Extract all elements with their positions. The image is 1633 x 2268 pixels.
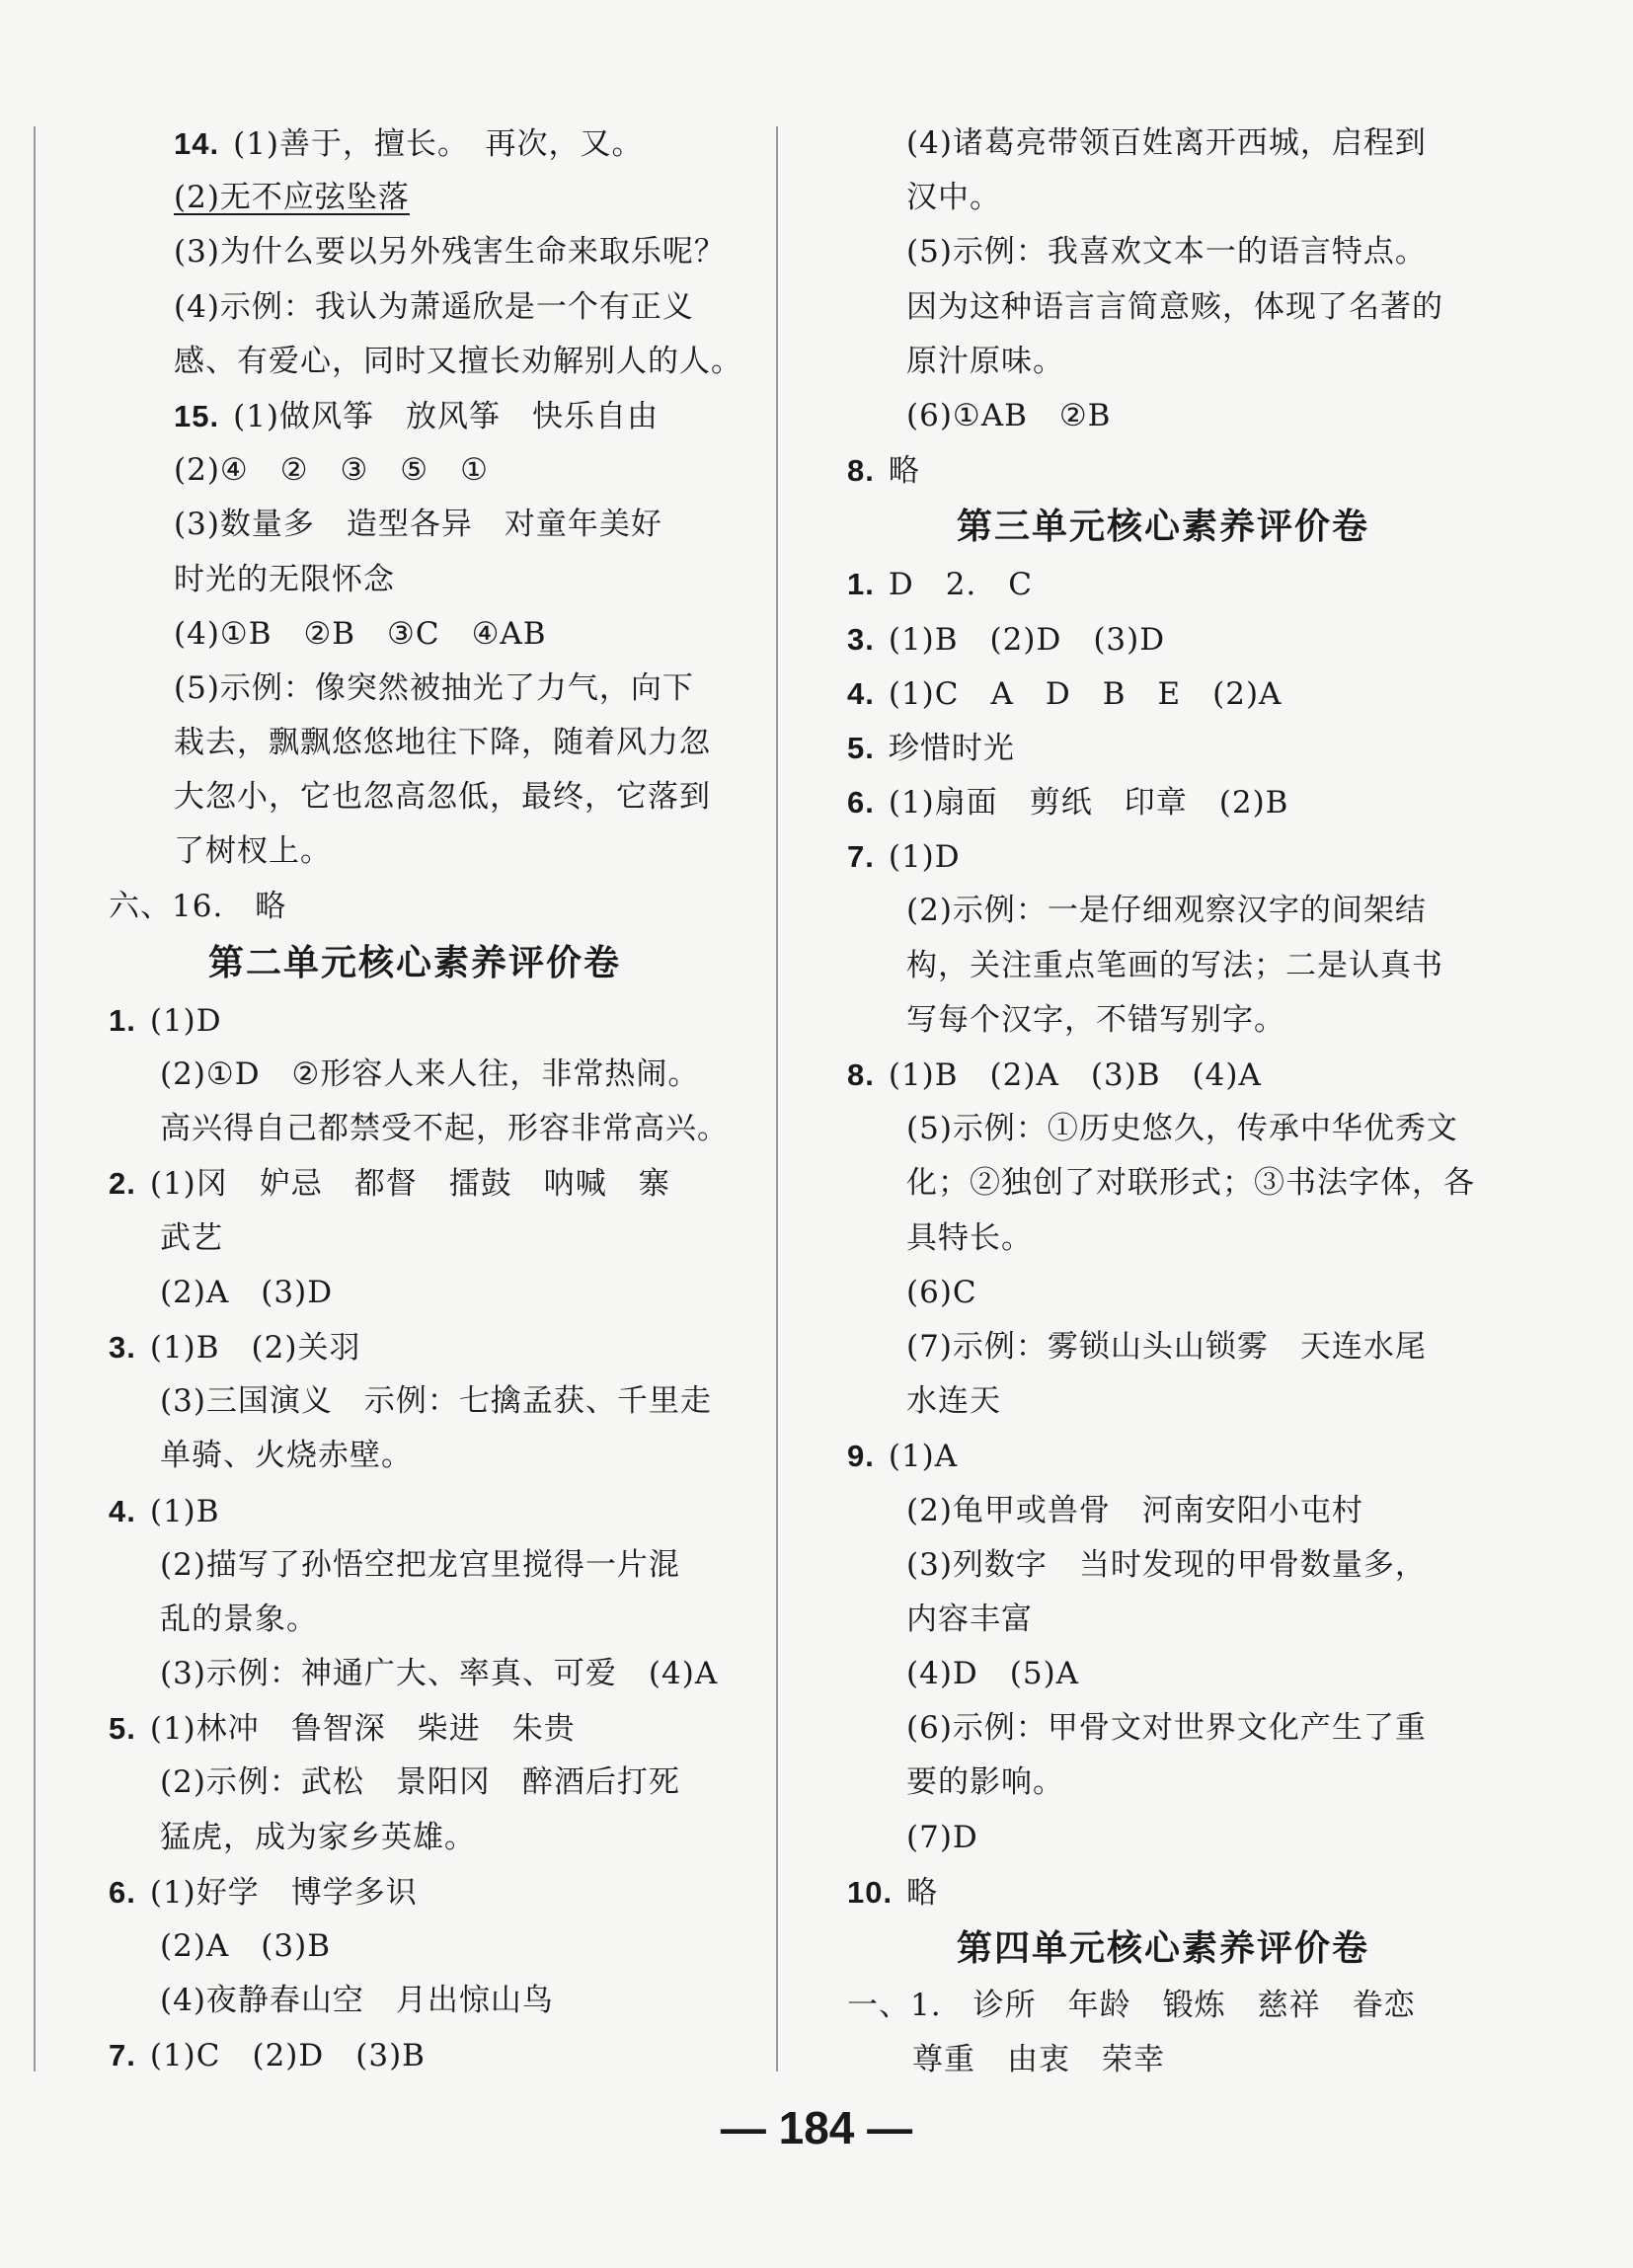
answer-line: 水连天 xyxy=(906,1383,1001,1420)
answer-line xyxy=(847,775,1479,829)
answer-line: (2)A (3)D xyxy=(160,1274,334,1310)
answer-line: (2)龟甲或兽骨 河南安阳小屯村 xyxy=(906,1492,1363,1528)
answer-line: (4)①B ②B ③C ④AB xyxy=(174,615,547,652)
answer-line: 写每个汉字，不错写别字。 xyxy=(906,1001,1285,1038)
answer-text: (1)善于，擅长。 再次，又。 xyxy=(233,126,644,162)
answer-line: (3)示例：神通广大、率真、可爱 (4)A xyxy=(160,1656,719,1692)
answer-line: (7)D xyxy=(906,1819,978,1855)
question-number: 3. xyxy=(109,1329,136,1365)
answer-line: (4)示例：我认为萧遥欣是一个有正义 xyxy=(174,288,694,325)
answer-line: 要的影响。 xyxy=(906,1764,1064,1801)
question-number: 8. xyxy=(847,453,875,489)
section-heading-unit-3: 第三单元核心素养评价卷 xyxy=(956,507,1369,548)
question-number: 15. xyxy=(174,398,220,433)
answer-line xyxy=(109,117,721,171)
answer-text: (1)B (2)关羽 xyxy=(149,1329,361,1366)
underlined-answer: (2)无不应弦坠落 xyxy=(174,180,410,216)
answer-text: (1)扇面 剪纸 印章 (2)B xyxy=(888,785,1289,821)
section-heading-unit-2: 第二单元核心素养评价卷 xyxy=(207,942,621,983)
answer-text: 略 xyxy=(906,1874,939,1911)
answer-line: (5)示例：①历史悠久，传承中华优秀文 xyxy=(906,1111,1458,1147)
answer-line: 内容丰富 xyxy=(906,1601,1033,1637)
answer-line: (2)描写了孙悟空把龙宫里搅得一片混 xyxy=(160,1546,680,1583)
column-divider xyxy=(776,126,778,2072)
question-number: 1. xyxy=(847,567,875,602)
answer-line: 感、有爱心，同时又擅长劝解别人的人。 xyxy=(174,343,742,379)
answer-text: (1)D xyxy=(149,1002,222,1039)
answer-line xyxy=(847,1429,1479,1483)
answer-line: (3)三国演义 示例：七擒孟获、千里走 xyxy=(160,1383,712,1420)
answer-line xyxy=(109,1156,721,1211)
answer-line: (5)示例：像突然被抽光了力气，向下 xyxy=(174,669,694,706)
answer-line: (4)D (5)A xyxy=(906,1656,1080,1692)
answer-line: (6)①AB ②B xyxy=(906,397,1112,433)
answer-line: (3)为什么要以另外残害生命来取乐呢？ xyxy=(174,234,726,271)
answer-line: (4)诸葛亮带领百姓离开西城，启程到 xyxy=(906,125,1427,161)
question-number: 1. xyxy=(109,1002,136,1038)
question-number: 8. xyxy=(847,1057,875,1092)
question-number: 6. xyxy=(847,785,875,821)
question-number: 9. xyxy=(847,1439,875,1474)
answer-line: (6)示例：甲骨文对世界文化产生了重 xyxy=(906,1710,1427,1747)
left-column xyxy=(109,117,742,2083)
answer-line: 武艺 xyxy=(160,1219,223,1256)
answer-line: 原汁原味。 xyxy=(906,343,1064,379)
answer-line: (2)示例：一是仔细观察汉字的间架结 xyxy=(906,893,1427,929)
answer-line: 时光的无限怀念 xyxy=(174,561,395,597)
question-number: 5. xyxy=(109,1711,136,1747)
answer-line: (2)示例：武松 景阳冈 醉酒后打死 xyxy=(160,1764,680,1801)
answer-line: (2)④ ② ③ ⑤ ① xyxy=(174,452,489,489)
answer-line xyxy=(847,666,1479,721)
answer-text: (1)C A D B E (2)A xyxy=(888,675,1283,712)
answer-text: (1)好学 博学多识 xyxy=(149,1874,418,1911)
answer-line: (3)列数字 当时发现的甲骨数量多， xyxy=(906,1546,1427,1583)
answer-text: (1)B (2)A (3)B (4)A xyxy=(888,1057,1262,1093)
answer-line: (7)示例：雾锁山头山锁雾 天连水尾 xyxy=(906,1328,1427,1365)
answer-text: (1)C (2)D (3)B xyxy=(149,2038,426,2074)
answer-line: 栽去，飘飘悠悠地往下降，随着风力忽 xyxy=(174,725,711,761)
question-number: 4. xyxy=(109,1493,136,1528)
question-number: 6. xyxy=(109,1874,136,1910)
answer-line xyxy=(847,829,1479,884)
question-number: 7. xyxy=(847,839,875,875)
answer-line: 单骑、火烧赤壁。 xyxy=(160,1438,413,1474)
answer-text: (1)做风筝 放风筝 快乐自由 xyxy=(233,398,660,434)
answer-line: (2)A (3)B xyxy=(160,1928,331,1964)
page-number: — 184 — xyxy=(720,2102,913,2153)
question-number: 3. xyxy=(847,621,875,657)
left-margin-line xyxy=(34,126,36,2072)
answer-line: 构，关注重点笔画的写法；二是认真书 xyxy=(906,947,1443,983)
answer-line xyxy=(847,1048,1479,1102)
answer-line: 猛虎，成为家乡英雄。 xyxy=(160,1819,476,1855)
answer-line: 尊重 由衷 荣幸 xyxy=(912,2042,1165,2078)
answer-line xyxy=(109,1320,721,1374)
answer-line xyxy=(847,1865,1479,1919)
section-heading-unit-4: 第四单元核心素养评价卷 xyxy=(956,1928,1369,1969)
answer-line: 大忽小，它也忽高忽低，最终，它落到 xyxy=(174,779,711,816)
answer-line: 汉中。 xyxy=(906,180,1001,216)
answer-text: (1)B (2)D (3)D xyxy=(888,621,1166,658)
answer-line: 乱的景象。 xyxy=(160,1601,318,1637)
answer-line: (4)夜静春山空 月出惊山鸟 xyxy=(160,1983,554,2019)
question-number: 5. xyxy=(847,730,875,765)
answer-text: D 2. C xyxy=(888,567,1034,603)
question-number: 10. xyxy=(847,1874,894,1910)
answer-line xyxy=(109,1701,721,1756)
answer-line: 高兴得自己都禁受不起，形容非常高兴。 xyxy=(160,1111,729,1147)
answer-line xyxy=(109,1484,721,1538)
right-column xyxy=(847,117,1479,2087)
answer-text: (1)D xyxy=(888,839,961,876)
answer-line: (6)C xyxy=(906,1274,977,1310)
answer-text: (1)林冲 鲁智深 柴进 朱贵 xyxy=(149,1711,576,1748)
answer-line xyxy=(847,557,1479,611)
answer-line: 化；②独创了对联形式；③书法字体，各 xyxy=(906,1165,1475,1202)
question-number: 7. xyxy=(109,2038,136,2073)
answer-line: 六、16. 略 xyxy=(109,888,287,924)
answer-line xyxy=(109,1865,721,1919)
answer-text: (1)B xyxy=(149,1493,220,1529)
answer-line: (3)数量多 造型各异 对童年美好 xyxy=(174,507,662,543)
answer-line: (2)①D ②形容人来人往，非常热闹。 xyxy=(160,1056,700,1092)
answer-line: 因为这种语言言简意赅，体现了名著的 xyxy=(906,288,1443,325)
answer-line: 具特长。 xyxy=(906,1219,1033,1256)
answer-text: (1)冈 妒忌 都督 擂鼓 呐喊 寨 xyxy=(149,1166,670,1203)
answer-line xyxy=(109,2028,721,2082)
question-number: 4. xyxy=(847,675,875,711)
answer-line: 了树杈上。 xyxy=(174,833,332,870)
answer-line xyxy=(847,721,1479,775)
question-number: 14. xyxy=(174,126,220,161)
answer-line xyxy=(847,612,1479,666)
answer-line xyxy=(109,993,721,1048)
answer-line xyxy=(109,389,721,443)
question-number: 2. xyxy=(109,1166,136,1202)
answer-line: (5)示例：我喜欢文本一的语言特点。 xyxy=(906,234,1427,271)
answer-text: 略 xyxy=(888,453,920,490)
answer-line: 一、1. 诊所 年龄 锻炼 慈祥 眷恋 xyxy=(847,1988,1416,2023)
answer-text: (1)A xyxy=(888,1439,959,1475)
answer-text: 珍惜时光 xyxy=(888,730,1015,766)
answer-line xyxy=(847,443,1479,498)
answer-line xyxy=(109,171,721,225)
